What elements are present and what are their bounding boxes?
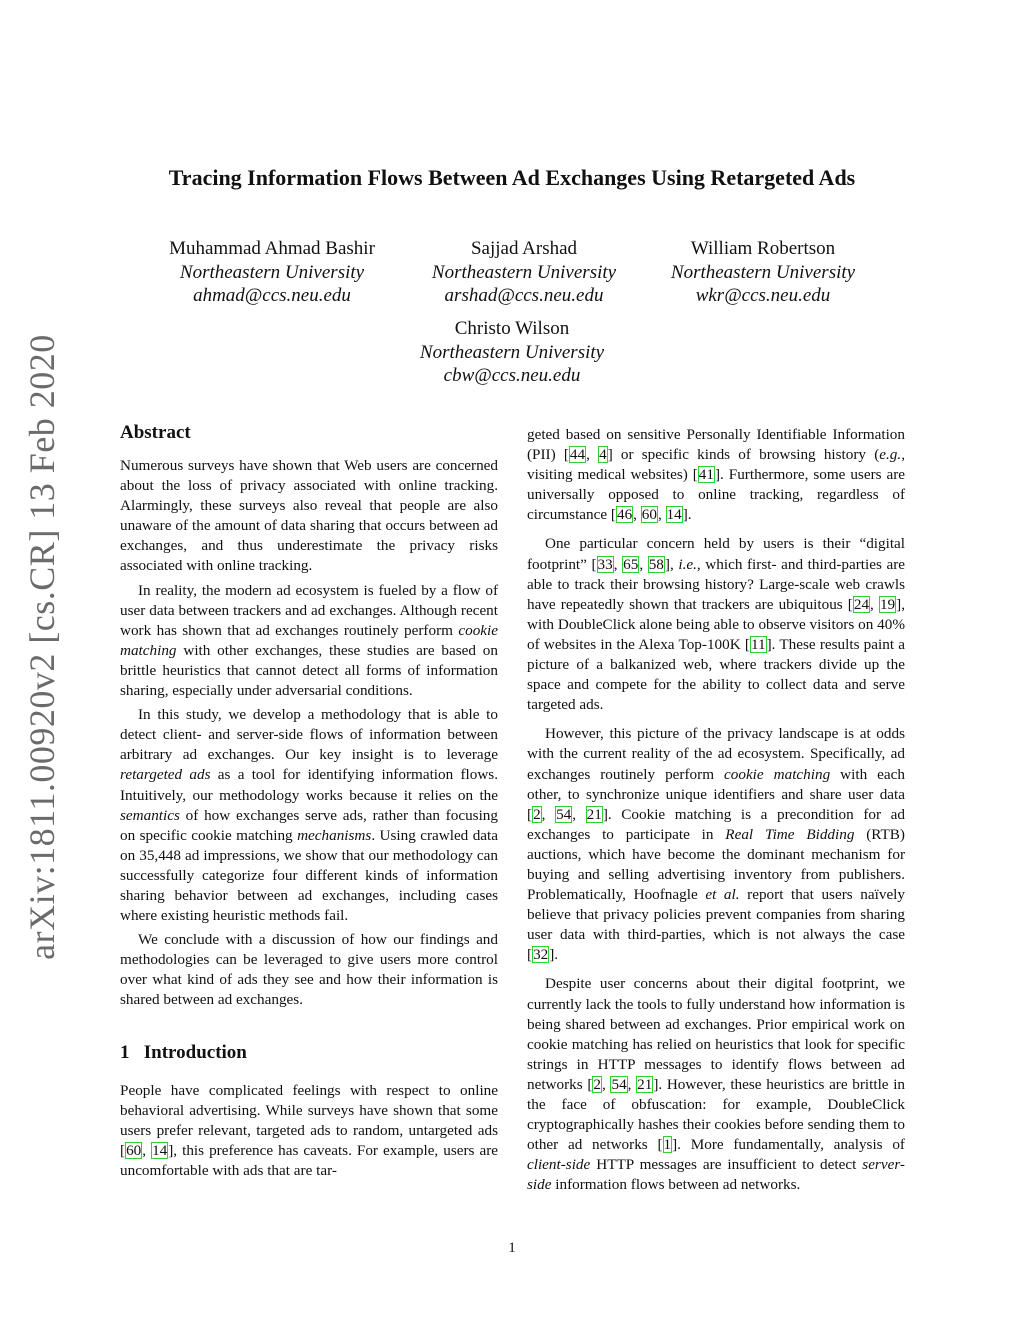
author-email: wkr@ccs.neu.edu bbox=[695, 285, 831, 306]
author-name: Christo Wilson bbox=[454, 318, 570, 339]
citation-link[interactable]: 2 bbox=[593, 1075, 601, 1093]
abstract-paragraph: In this study, we develop a methodology that is able to detect client- and server-side flows of information between arbitrary ad exchanges. Our key insight is to leverage retargeted ads as a tool for identifying information flows. Intuitively, our methodology works because it relies on the semantics of how exchanges serve ads, rather than focusing on specific cookie matching mechanisms. Using crawled data on 35,448 ad impressions, we show that our methodology can successfully categorize four different kinds of information sharing behavior between ad exchanges, including cases where existing heuristic methods fail. bbox=[120, 706, 499, 925]
body-paragraph: However, this picture of the privacy landscape is at odds with the current reality of the ad ecosystem. Specifically, ad exchanges routinely perform cookie matching with each other, to synchronize unique identifiers and share user data [2, 54, 21]. Cookie matching is a precondition for ad exchanges to participate in Real Time Bidding (RTB) auctions, which have become the dominant mechanism for buying and selling advertising inventory from publishers. Problematically, Hoofnagle et al. report that users naïvely believe that privacy policies prevent companies from sharing user data with third-parties, which is not always the case [32]. bbox=[527, 725, 906, 964]
citation-link[interactable]: 21 bbox=[637, 1075, 653, 1093]
citation-link[interactable]: 65 bbox=[623, 555, 639, 573]
body-paragraph: geted based on sensitive Personally Identifiable Information (PII) [44, 4] or specific kinds of browsing history (e.g., visiting medical websites) [41]. Furthermore, some users are universally opposed to online tracking, regardless of circumstance [46, 60, 14]. bbox=[527, 426, 905, 524]
citation-link[interactable]: 21 bbox=[586, 805, 602, 823]
body-paragraph: Despite user concerns about their digital footprint, we currently lack the tools to fully understand how information is being shared between ad exchanges. Prior empirical work on cookie matching has relied on heuristics that look for specific strings in HTTP messages to identify flows between ad networks [2, 54, 21]. However, these heuristics are brittle in the face of obfuscation: for example, DoubleClick cryptographically hashes their cookies before sending them to other ad networks [1]. More fundamentally, analysis of client-side HTTP messages are insufficient to detect server-side information flows between ad networks. bbox=[527, 975, 906, 1194]
citation-link[interactable]: 33 bbox=[597, 555, 613, 573]
citation-link[interactable]: 54 bbox=[611, 1075, 627, 1093]
author-affiliation: Northeastern University bbox=[179, 261, 365, 283]
right-column bbox=[527, 425, 905, 1195]
citation-link[interactable]: 60 bbox=[641, 506, 657, 524]
arxiv-sidebar bbox=[18, 334, 66, 960]
author-email: arshad@ccs.neu.edu bbox=[444, 285, 604, 306]
introduction-heading: 1 Introduction bbox=[120, 1041, 247, 1063]
citation-link[interactable]: 2 bbox=[533, 805, 541, 823]
citation-link[interactable]: 32 bbox=[533, 946, 549, 964]
citation-link[interactable]: 1 bbox=[663, 1136, 672, 1154]
author-name: Muhammad Ahmad Bashir bbox=[169, 238, 375, 259]
author-email: ahmad@ccs.neu.edu bbox=[193, 285, 351, 306]
abstract-paragraph: In reality, the modern ad ecosystem is fueled by a flow of user data between trackers and ad exchanges. Although recent work has shown that ad exchanges routinely perform cookie matching with other exchanges, these studies are based on brittle heuristics that cannot detect all forms of information sharing, especially under adversarial conditions. bbox=[120, 581, 498, 700]
arxiv-identifier: arXiv:1811.00920v2 [cs.CR] 13 Feb 2020 bbox=[22, 334, 62, 960]
citation-link[interactable]: 58 bbox=[648, 555, 664, 573]
citation-link[interactable]: 24 bbox=[853, 595, 870, 613]
body-paragraph: One particular concern held by users is their “digital footprint” [33, 65, 58], i.e., which first- and third-parties are able to track their browsing history? Large-scale web crawls have repeatedly shown that trackers are ubiquitous [24, 19], with DoubleClick alone being able to observe visitors on 40% of websites in the Alexa Top-100K [11]. These results paint a picture of a balkanized web, where trackers divide up the space and compete for the ability to collect data and serve targeted ads. bbox=[527, 535, 905, 714]
citation-link[interactable]: 60 bbox=[126, 1141, 142, 1159]
author-block bbox=[394, 237, 654, 308]
citation-link[interactable]: 4 bbox=[599, 446, 607, 464]
citation-link[interactable]: 41 bbox=[698, 466, 714, 484]
intro-paragraph: People have complicated feelings with respect to online behavioral advertising. While surveys have shown that some users prefer relevant, targeted ads to random, untargeted ads [60, 14], this preference has caveats. For example, users are uncomfortable with ads that are tar- bbox=[120, 1081, 499, 1179]
author-name: William Robertson bbox=[690, 238, 836, 259]
citation-link[interactable]: 44 bbox=[569, 446, 586, 464]
author-block bbox=[633, 237, 893, 308]
paper-title: Tracing Information Flows Between Ad Exchanges Using Retargeted Ads bbox=[168, 165, 856, 190]
abstract-heading: Abstract bbox=[120, 422, 191, 443]
author-affiliation: Northeastern University bbox=[670, 261, 856, 283]
left-column bbox=[120, 421, 498, 1181]
abstract-paragraph: Numerous surveys have shown that Web users are concerned about the loss of privacy associated with online tracking. Alarmingly, these surveys also reveal that people are also unaware of the amount of data sharing that occurs between ad exchanges, and thus underestimate the privacy risks associated with online tracking. bbox=[120, 457, 498, 575]
citation-link[interactable]: 11 bbox=[750, 635, 766, 653]
author-name: Sajjad Arshad bbox=[470, 238, 578, 259]
author-block bbox=[382, 317, 642, 388]
citation-link[interactable]: 54 bbox=[556, 805, 572, 823]
author-affiliation: Northeastern University bbox=[431, 261, 617, 283]
abstract-paragraph: We conclude with a discussion of how our findings and methodologies can be leveraged to give users more control over what kind of ads they see and how their information is shared between ad exchanges. bbox=[120, 931, 498, 1009]
citation-link[interactable]: 14 bbox=[152, 1141, 168, 1159]
author-block bbox=[142, 237, 402, 308]
citation-link[interactable]: 14 bbox=[666, 506, 682, 524]
citation-link[interactable]: 46 bbox=[616, 506, 633, 524]
page-number: 1 bbox=[508, 1240, 516, 1256]
author-email: cbw@ccs.neu.edu bbox=[443, 365, 581, 386]
citation-link[interactable]: 19 bbox=[879, 595, 896, 613]
author-affiliation: Northeastern University bbox=[419, 341, 605, 363]
